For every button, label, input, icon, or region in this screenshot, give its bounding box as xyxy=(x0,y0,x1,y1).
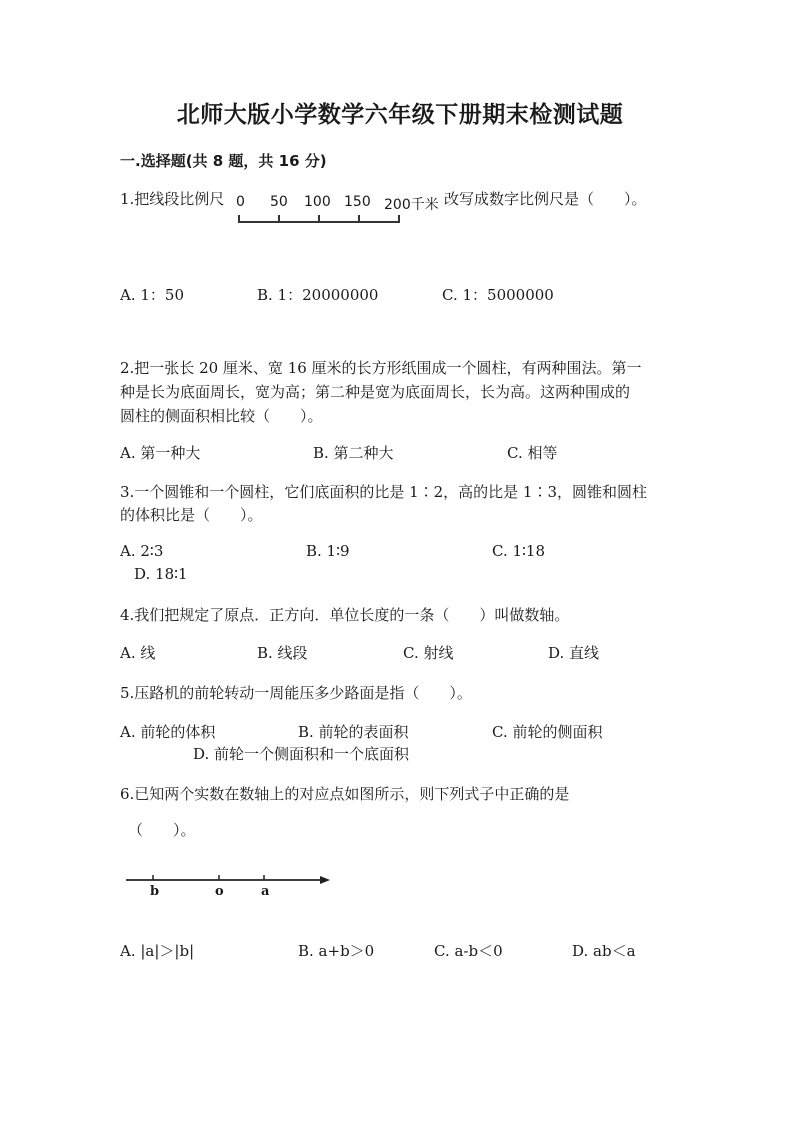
number-line xyxy=(122,868,342,902)
q1-option-b[interactable]: B. 1：20000000 xyxy=(257,286,379,304)
question-5-text: 5.压路机的前轮转动一周能压多少路面是指（ ）。 xyxy=(120,684,472,702)
number-line-label-b: b xyxy=(150,884,160,899)
question-6-blank: （ ）。 xyxy=(128,821,196,839)
number-line-label-o: o xyxy=(215,884,224,899)
question-2-line-1: 2.把一张长 20 厘米、宽 16 厘米的长方形纸围成一个圆柱，有两种围法。第一 xyxy=(120,359,642,377)
page-title: 北师大版小学数学六年级下册期末检测试题 xyxy=(176,102,624,128)
section-heading: 一.选择题(共 8 题，共 16 分) xyxy=(120,152,327,170)
question-2-line-2: 种是长为底面周长，宽为高；第二种是宽为底面周长，长为高。这两种围成的 xyxy=(120,383,631,401)
q5-option-b[interactable]: B. 前轮的表面积 xyxy=(298,723,409,741)
number-line-label-a: a xyxy=(261,884,270,899)
question-2-line-3: 圆柱的侧面积相比较（ ）。 xyxy=(120,407,323,425)
q3-option-d[interactable]: D. 18∶1 xyxy=(134,565,188,583)
q2-option-a[interactable]: A. 第一种大 xyxy=(120,444,201,462)
question-6-text: 6.已知两个实数在数轴上的对应点如图所示，则下列式子中正确的是 xyxy=(120,785,570,803)
question-1-text-after: 改写成数字比例尺是（ ）。 xyxy=(444,190,647,208)
q5-option-c[interactable]: C. 前轮的侧面积 xyxy=(492,723,603,741)
q2-option-b[interactable]: B. 第二种大 xyxy=(313,444,394,462)
question-3-line-2: 的体积比是（ ）。 xyxy=(120,506,263,524)
q6-option-b[interactable]: B. a+b＞0 xyxy=(298,942,375,960)
q3-option-a[interactable]: A. 2∶3 xyxy=(120,542,164,560)
q2-option-c[interactable]: C. 相等 xyxy=(507,444,558,462)
scale-bar-line xyxy=(234,194,444,230)
q6-option-d[interactable]: D. ab＜a xyxy=(572,942,636,960)
q1-option-c[interactable]: C. 1：5000000 xyxy=(442,286,554,304)
question-3-line-1: 3.一个圆锥和一个圆柱，它们底面积的比是 1∶2，高的比是 1∶3，圆锥和圆柱 xyxy=(120,483,648,501)
q6-option-c[interactable]: C. a-b＜0 xyxy=(434,942,503,960)
q4-option-b[interactable]: B. 线段 xyxy=(257,644,308,662)
q4-option-a[interactable]: A. 线 xyxy=(120,644,156,662)
q5-option-d[interactable]: D. 前轮一个侧面积和一个底面积 xyxy=(193,745,410,763)
question-4-text: 4.我们把规定了原点．正方向．单位长度的一条（ ）叫做数轴。 xyxy=(120,606,570,624)
q5-option-a[interactable]: A. 前轮的体积 xyxy=(120,723,216,741)
scale-bar xyxy=(234,194,444,230)
scale-label-0: 0 xyxy=(236,194,245,210)
q1-option-a[interactable]: A. 1：50 xyxy=(120,286,184,304)
q6-option-a[interactable]: A. |a|＞|b| xyxy=(120,942,195,960)
q4-option-d[interactable]: D. 直线 xyxy=(548,644,600,662)
scale-label-200: 200千米 xyxy=(384,197,439,213)
scale-label-150: 150 xyxy=(344,194,371,210)
scale-label-100: 100 xyxy=(304,194,331,210)
q3-option-c[interactable]: C. 1∶18 xyxy=(492,542,546,560)
q3-option-b[interactable]: B. 1∶9 xyxy=(306,542,350,560)
question-1-text-before: 1.把线段比例尺 xyxy=(120,190,225,208)
q4-option-c[interactable]: C. 射线 xyxy=(403,644,454,662)
scale-label-50: 50 xyxy=(270,194,288,210)
